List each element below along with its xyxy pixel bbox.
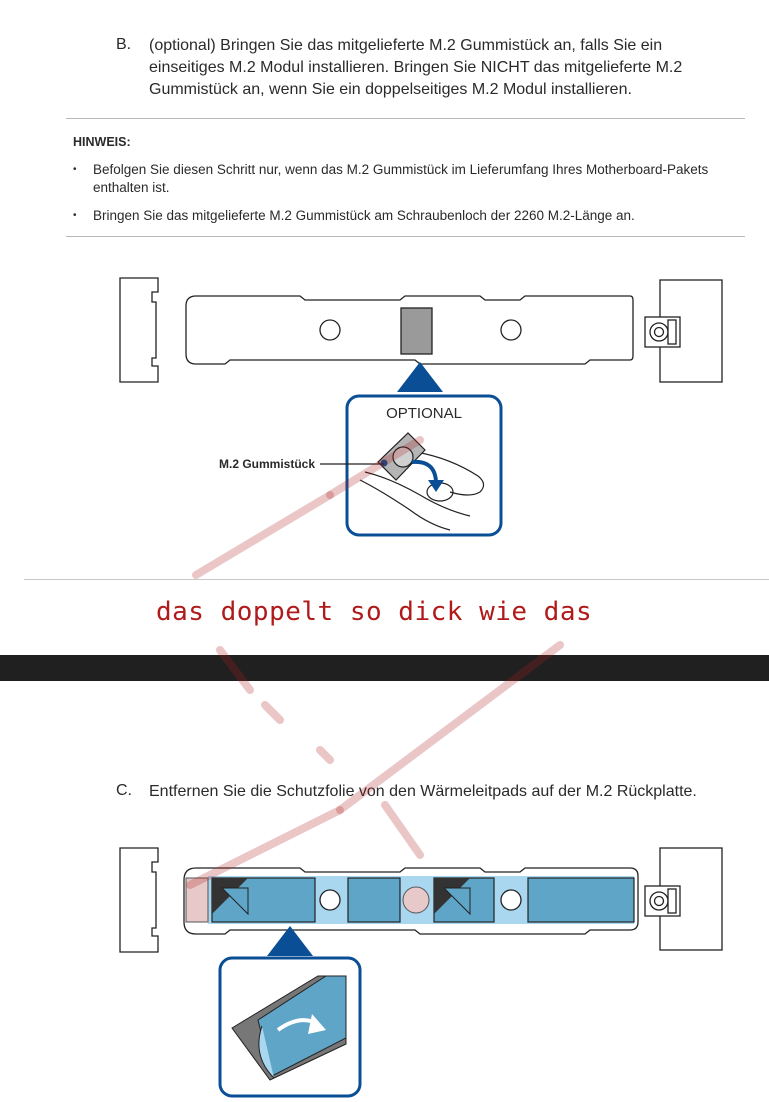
step-b-line-2: einseitiges M.2 Modul installieren. Bringen Sie NICHT das mitgelieferte M.2 xyxy=(149,59,683,76)
screw-hole-right xyxy=(501,320,521,340)
screw-hole-2-right xyxy=(501,890,521,910)
step-c-letter: C. xyxy=(116,782,132,799)
screw-hole-2-mid xyxy=(403,887,429,913)
note-item-1 xyxy=(93,161,753,197)
thermal-pad-4 xyxy=(528,878,634,922)
step-c-text: Entfernen Sie die Schutzfolie von den Wärmeleitpads auf der M.2 Rückplatte. xyxy=(149,783,697,800)
note-item-1-line-2: enthalten ist. xyxy=(93,180,170,195)
step-b-line-1: (optional) Bringen Sie das mitgelieferte M.2 Gummistück an, falls Sie ein xyxy=(149,37,663,54)
note-bottom-divider xyxy=(66,236,745,237)
part-label: M.2 Gummistück xyxy=(219,457,316,471)
screw-hole-left xyxy=(320,320,340,340)
screw-hole-2-left xyxy=(320,890,340,910)
standoff-right xyxy=(645,280,722,382)
step-b-text xyxy=(149,35,682,101)
optional-label: OPTIONAL xyxy=(386,405,462,422)
note-title: HINWEIS: xyxy=(73,135,131,149)
rubber-piece-position xyxy=(401,308,432,354)
note-top-divider xyxy=(66,118,745,119)
note-item-1-line-1: Befolgen Sie diesen Schritt nur, wenn das M.2 Gummistück im Lieferumfang Ihres Motherboard-Pakets xyxy=(93,162,709,177)
standoff-right-2 xyxy=(645,848,722,950)
note-item-2: Bringen Sie das mitgelieferte M.2 Gummistück am Schraubenloch der 2260 M.2-Länge an. xyxy=(93,208,635,223)
pointer-triangle xyxy=(397,362,443,392)
note-bullet-1: • xyxy=(73,164,77,175)
m2-slot-left-2 xyxy=(120,848,158,952)
note-bullet-2: • xyxy=(73,210,77,221)
handwritten-annotation: das doppelt so dick wie das xyxy=(156,597,593,627)
thermal-pad-2 xyxy=(348,878,400,922)
page-break-bar xyxy=(0,655,769,681)
section-divider xyxy=(24,579,769,580)
m2-slot-left xyxy=(120,278,158,382)
step-b-line-3: Gummistück an, wenn Sie ein doppelseitiges M.2 Modul installieren. xyxy=(149,81,632,98)
rubber-slot-left xyxy=(186,878,208,922)
figure-thermal-pads xyxy=(0,830,769,1102)
step-b-letter: B. xyxy=(116,36,132,53)
